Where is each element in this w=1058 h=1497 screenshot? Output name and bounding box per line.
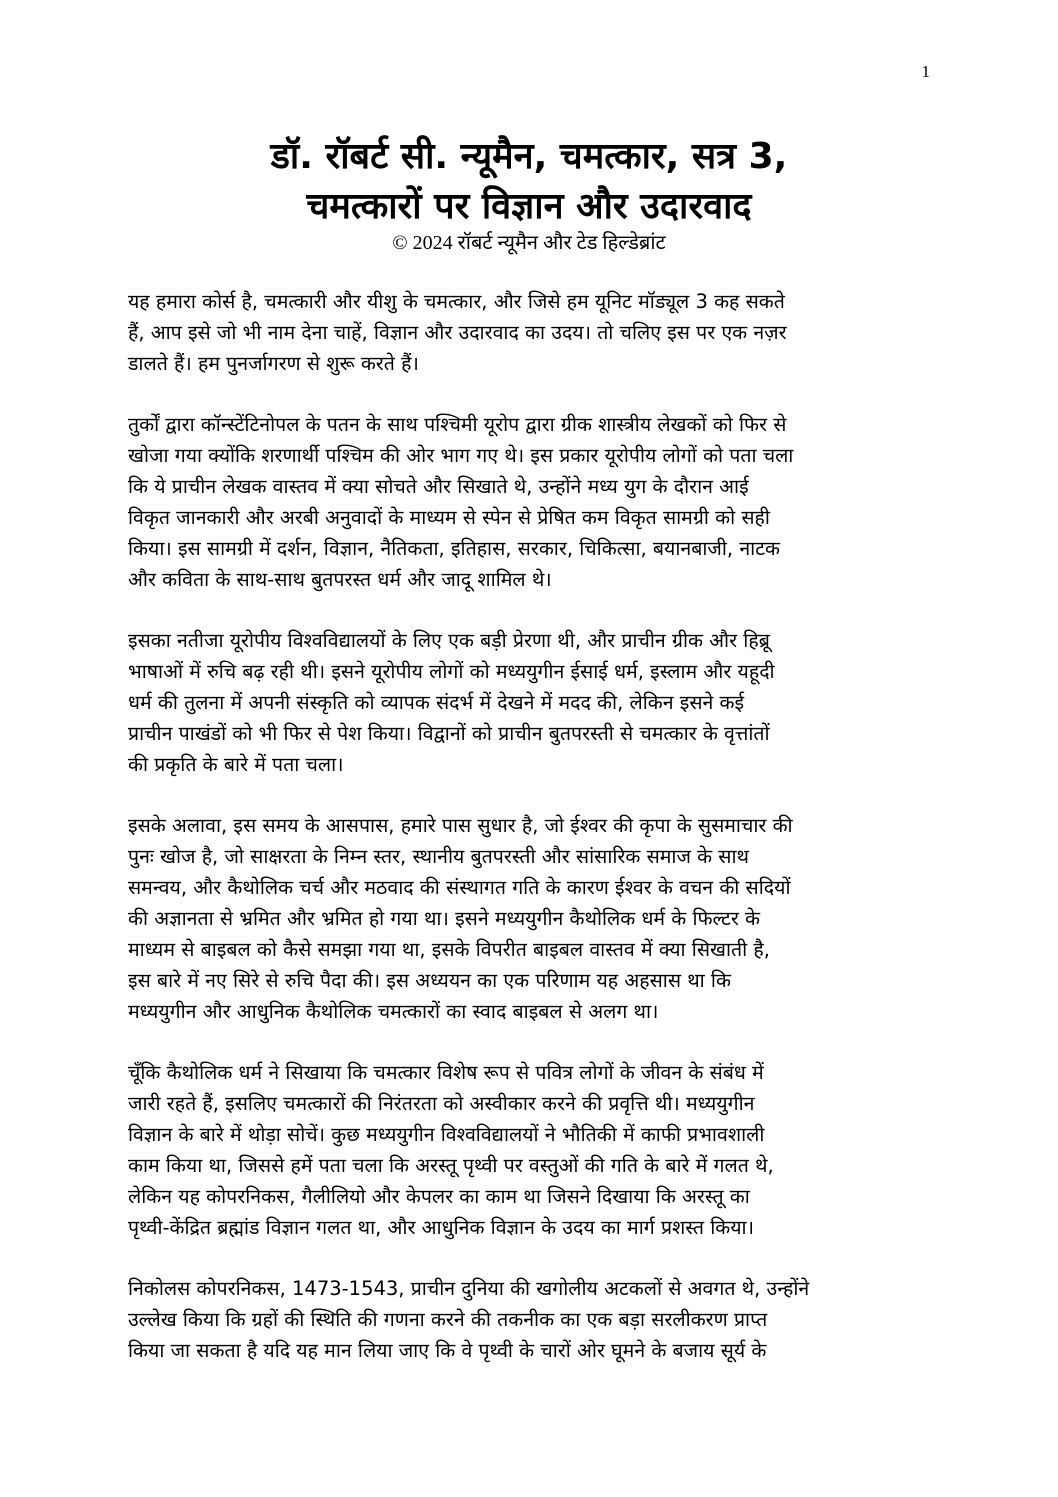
paragraph-1: यह हमारा कोर्स है, चमत्कारी और यीशु के चमत्कार, और जिसे हम यूनिट मॉड्यूल 3 कह सकते हैं, आप इसे जो भी नाम देना चाहें, विज्ञान और उदारवाद का उदय। तो चलिए इस पर एक नज़र डालते हैं। हम पुनर्जागरण से शुरू करते हैं। <box>128 290 787 375</box>
page-number: 1 <box>921 62 930 81</box>
document-body <box>128 286 930 1396</box>
title-line-2: चमत्कारों पर विज्ञान और उदारवाद <box>306 186 752 227</box>
paragraph-3: इसका नतीजा यूरोपीय विश्वविद्यालयों के लिए एक बड़ी प्रेरणा थी, और प्राचीन ग्रीक और हिब्रू भाषाओं में रुचि बढ़ रही थी। इसने यूरोपीय लोगों को मध्ययुगीन ईसाई धर्म, इस्लाम और यहूदी धर्म की तुलना में अपनी संस्कृति को व्यापक संदर्भ में देखने में मदद की, लेकिन इसने कई प्राचीन पाखंडों को भी फिर से पेश किया। विद्वानों को प्राचीन बुतपरस्ती से चमत्कार के वृत्तांतों की प्रकृति के बारे में पता चला। <box>128 629 775 776</box>
paragraph-6: निकोलस कोपरनिकस, 1473-1543, प्राचीन दुनिया की खगोलीय अटकलों से अवगत थे, उन्होंने उल्लेख किया कि ग्रहों की स्थिति की गणना करने की तकनीक का एक बड़ा सरलीकरण प्राप्त किया जा सकता है यदि यह मान लिया जाए कि वे पृथ्वी के चारों ओर घूमने के बजाय सूर्य के <box>128 1277 810 1362</box>
document-title <box>128 132 930 232</box>
paragraph-4: इसके अलावा, इस समय के आसपास, हमारे पास सुधार है, जो ईश्वर की कृपा के सुसमाचार की पुनः खोज है, जो साक्षरता के निम्न स्तर, स्थानीय बुतपरस्ती और सांसारिक समाज के साथ समन्वय, और कैथोलिक चर्च और मठवाद की संस्थागत गति के कारण ईश्वर के वचन की सदियों की अज्ञानता से भ्रमित और भ्रमित हो गया था। इसने मध्ययुगीन कैथोलिक धर्म के फिल्टर के माध्यम से बाइबल को कैसे समझा गया था, इसके विपरीत बाइबल वास्तव में क्या सिखाती है, इस बारे में नए सिरे से रुचि पैदा की। इस अध्ययन का एक परिणाम यह अहसास था कि मध्ययुगीन और आधुनिक कैथोलिक चमत्कारों का स्वाद बाइबल से अलग था। <box>128 814 793 1023</box>
title-line-1: डॉ. रॉबर्ट सी. न्यूमैन, चमत्कार, सत्र 3, <box>270 136 788 177</box>
paragraph-2: तुर्कों द्वारा कॉन्स्टेंटिनोपल के पतन के साथ पश्चिमी यूरोप द्वारा ग्रीक शास्त्रीय लेखकों को फिर से खोजा गया क्योंकि शरणार्थी पश्चिम की ओर भाग गए थे। इस प्रकार यूरोपीय लोगों को पता चला कि ये प्राचीन लेखक वास्तव में क्या सोचते और सिखाते थे, उन्होंने मध्य युग के दौरान आई विकृत जानकारी और अरबी अनुवादों के माध्यम से स्पेन से प्रेषित कम विकृत सामग्री को सही किया। इस सामग्री में दर्शन, विज्ञान, नैतिकता, इतिहास, सरकार, चिकित्सा, बयानबाजी, नाटक और कविता के साथ-साथ बुतपरस्त धर्म और जादू शामिल थे। <box>128 413 794 591</box>
paragraph-5: चूँकि कैथोलिक धर्म ने सिखाया कि चमत्कार विशेष रूप से पवित्र लोगों के जीवन के संबंध में जारी रहते हैं, इसलिए चमत्कारों की निरंतरता को अस्वीकार करने की प्रवृत्ति थी। मध्ययुगीन विज्ञान के बारे में थोड़ा सोचें। कुछ मध्ययुगीन विश्वविद्यालयों ने भौतिकी में काफी प्रभावशाली काम किया था, जिससे हमें पता चला कि अरस्तू पृथ्वी पर वस्तुओं की गति के बारे में गलत थे, लेकिन यह कोपरनिकस, गैलीलियो और केपलर का काम था जिसने दिखाया कि अरस्तू का पृथ्वी-केंद्रित ब्रह्मांड विज्ञान गलत था, और आधुनिक विज्ञान के उदय का मार्ग प्रशस्त किया। <box>128 1061 774 1239</box>
copyright-line: © 2024 रॉबर्ट न्यूमैन और टेड हिल्डेब्रांट <box>392 232 666 254</box>
